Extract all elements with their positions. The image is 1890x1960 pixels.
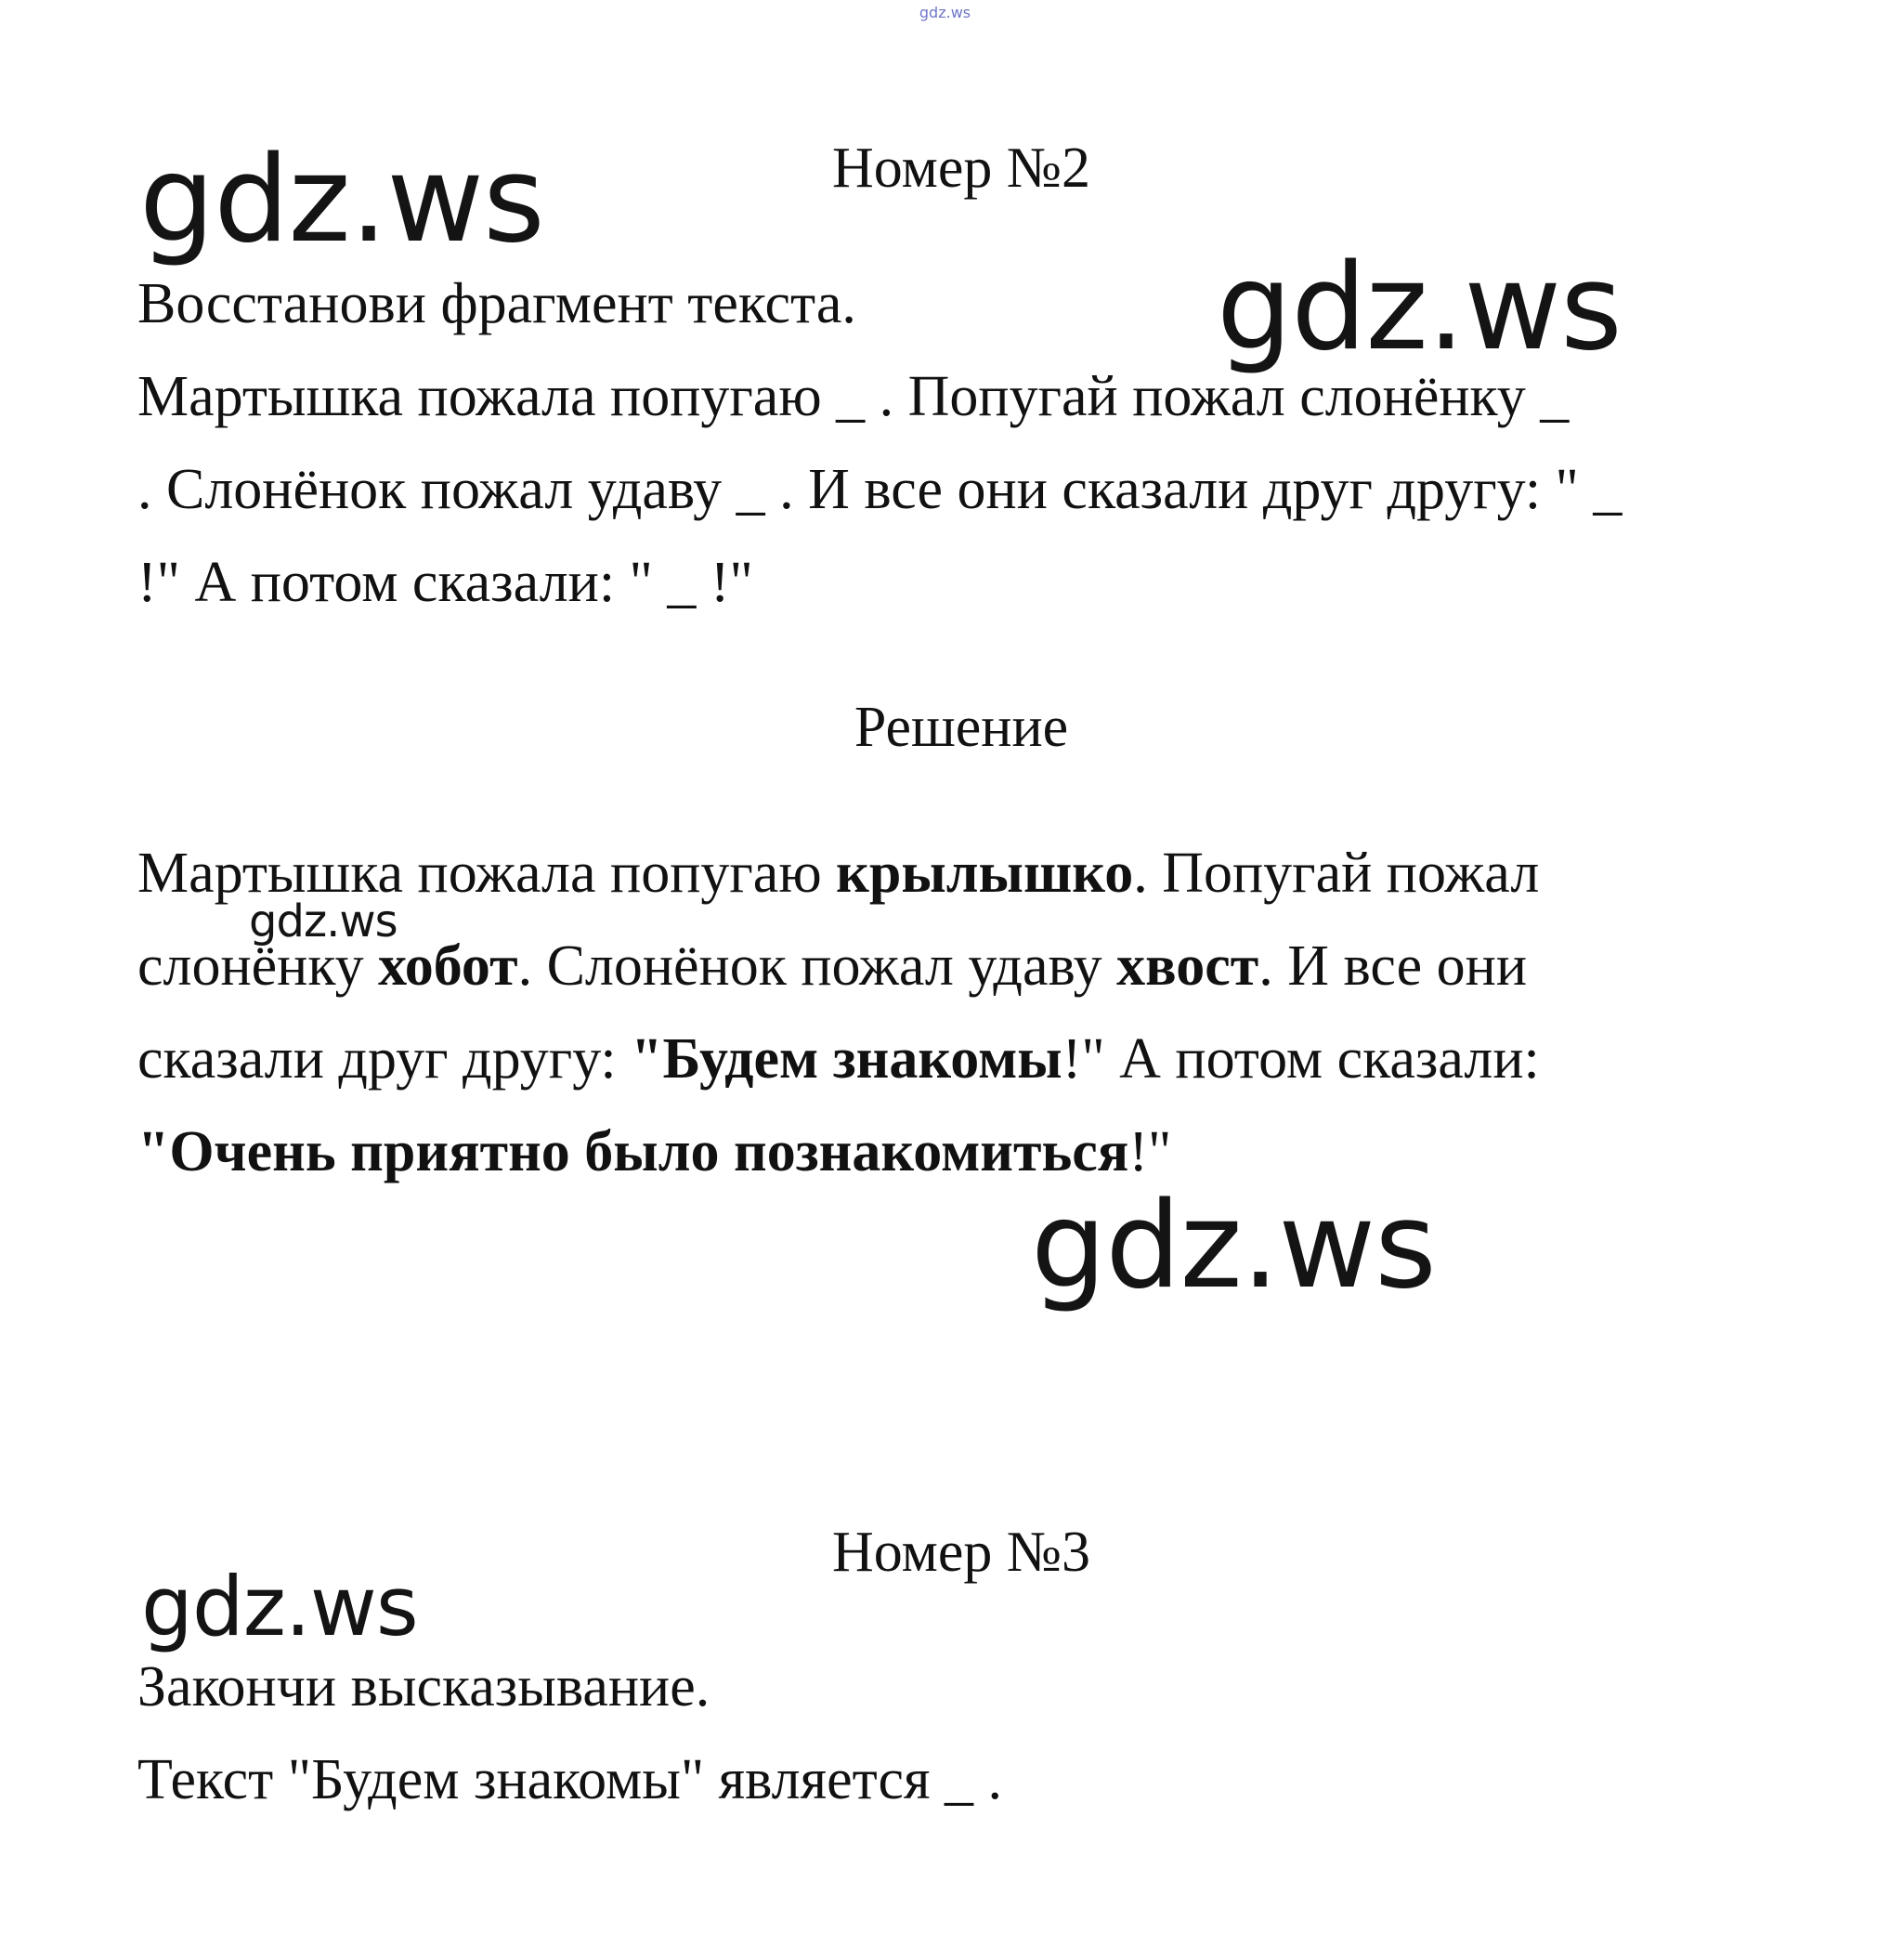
solution-line-3: сказали друг другу: "Будем знакомы!" А потом сказали: bbox=[137, 1027, 1540, 1091]
task3-instruction: Закончи высказывание. bbox=[137, 1655, 710, 1718]
task2-instruction: Восстанови фрагмент текста. bbox=[137, 272, 856, 335]
watermark: gdz.ws bbox=[1031, 1177, 1436, 1315]
solution-line-2: слонёнку хобот. Слонёнок пожал удаву хвост. И все они bbox=[137, 934, 1528, 998]
task3-line: Текст "Будем знакомы" является _ . bbox=[137, 1748, 1002, 1811]
watermark: gdz.ws bbox=[1217, 239, 1622, 377]
answer-ochen-priyatno: "Очень приятно было познакомиться bbox=[137, 1120, 1129, 1183]
solution-line-1: Мартышка пожала попугаю крылышко. Попугай пожал bbox=[137, 842, 1540, 905]
task3-body bbox=[137, 1640, 1809, 1826]
source-mark: gdz.ws bbox=[919, 4, 971, 21]
task2-line-3: !" А потом сказали: " _ !" bbox=[137, 551, 753, 614]
watermark: gdz.ws bbox=[139, 131, 544, 269]
solution-heading: Решение bbox=[854, 696, 1069, 759]
task3-heading: Номер №3 bbox=[831, 1521, 1090, 1584]
task2-line-1: Мартышка пожала попугаю _ . Попугай пожал слонёнку _ bbox=[137, 365, 1570, 428]
watermark: gdz.ws bbox=[141, 1559, 418, 1654]
watermark: gdz.ws bbox=[249, 895, 398, 947]
answer-krylyshko: крылышко bbox=[836, 842, 1134, 905]
task2-heading: Номер №2 bbox=[831, 137, 1090, 200]
solution-line-4: "Очень приятно было познакомиться!" bbox=[137, 1120, 1172, 1183]
task2-line-2: . Слонёнок пожал удаву _ . И все они сказали друг другу: " _ bbox=[137, 458, 1623, 521]
solution-body bbox=[137, 827, 1809, 1198]
answer-budem-znakomy: "Будем знакомы bbox=[631, 1027, 1062, 1091]
answer-hvost: хвост bbox=[1116, 934, 1259, 998]
answer-hobot: хобот bbox=[378, 934, 518, 998]
